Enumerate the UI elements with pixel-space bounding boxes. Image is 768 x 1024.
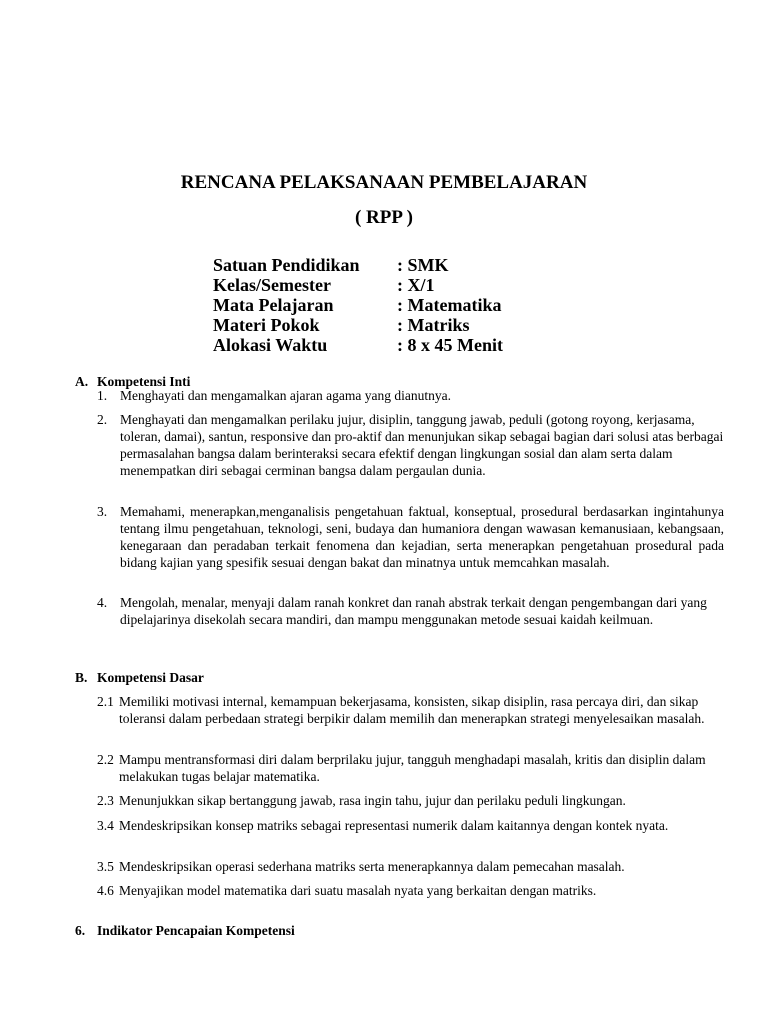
item-number: 3.4 — [97, 818, 114, 833]
info-label: Materi Pokok — [213, 315, 320, 335]
list-item — [97, 693, 724, 727]
list-item — [97, 411, 724, 479]
section-letter: A. — [75, 374, 89, 389]
document-title: RENCANA PELAKSANAAN PEMBELAJARAN — [180, 172, 588, 193]
list-item — [97, 387, 724, 404]
info-row-materi — [213, 315, 503, 335]
item-text: Menghayati dan mengamalkan perilaku jujur, disiplin, tanggung jawab, peduli (gotong royong, kerjasama, toleran, damai), santun, responsive dan pro-aktif dan menunjukan sikap sebagai bagian dari solusi atas berbagai permasalahan bangsa dalam berinteraksi secara efektif dengan lingkungan sosial dan alam serta dalam menempatkan diri sebagai cerminan bangsa dalam pergaulan dunia. — [120, 412, 724, 478]
item-text: Menunjukkan sikap bertanggung jawab, rasa ingin tahu, jujur dan perilaku peduli lingkungan. — [119, 793, 626, 808]
item-number: 3. — [97, 504, 108, 519]
info-row-kelas — [213, 275, 503, 295]
section-letter: B. — [75, 670, 88, 685]
item-number: 1. — [97, 388, 108, 403]
info-row-mapel — [213, 295, 503, 315]
section-heading-b — [75, 669, 204, 686]
document-subtitle: ( RPP ) — [354, 207, 414, 228]
info-label: Alokasi Waktu — [213, 335, 328, 355]
section-title: Kompetensi Dasar — [97, 670, 204, 685]
info-label: Mata Pelajaran — [213, 295, 334, 315]
section-title: Kompetensi Inti — [97, 374, 191, 389]
list-item — [97, 594, 724, 628]
item-text: Memahami, menerapkan,menganalisis pengetahuan faktual, konseptual, prosedural berdasarkan ingintahunya tentang ilmu pengetahuan, teknologi, seni, budaya dan humaniora dengan wawasan kemanusiaan, kebangsaan, kenegaraan dan peradaban terkait fenomena dan kejadian, serta menerapkan pengetahuan prosedural pada bidang kajian yang spesifik sesuai dengan bakat dan minatnya untuk memcahkan masalah. — [120, 504, 724, 570]
item-text: Mampu mentransformasi diri dalam berprilaku jujur, tangguh menghadapi masalah, kritis dan disiplin dalam melakukan tugas belajar matematika. — [119, 752, 706, 784]
list-item — [97, 792, 724, 809]
info-value: : Matriks — [397, 315, 470, 335]
info-value: : X/1 — [397, 275, 435, 295]
item-text: Menyajikan model matematika dari suatu masalah nyata yang berkaitan dengan matriks. — [119, 883, 597, 898]
section-title: Indikator Pencapaian Kompetensi — [97, 923, 295, 938]
item-number: 4. — [97, 595, 108, 610]
info-label: Satuan Pendidikan — [213, 255, 360, 275]
info-row-alokasi — [213, 335, 503, 355]
item-text: Mengolah, menalar, menyaji dalam ranah konkret dan ranah abstrak terkait dengan pengembangan dari yang dipelajarinya disekolah secara mandiri, dan mampu menggunakan metode sesuai kaidah keilmuan. — [120, 595, 707, 627]
item-number: 2.2 — [97, 752, 114, 767]
info-label: Kelas/Semester — [213, 275, 331, 295]
info-value: : 8 x 45 Menit — [397, 335, 503, 355]
item-text: Menghayati dan mengamalkan ajaran agama yang dianutnya. — [120, 388, 451, 403]
list-item — [97, 503, 724, 571]
item-text: Mendeskripsikan konsep matriks sebagai representasi numerik dalam kaitannya dengan kontek nyata. — [119, 818, 669, 833]
info-row-satuan — [213, 255, 503, 275]
section-heading-6 — [75, 922, 295, 939]
item-number: 2.1 — [97, 694, 114, 709]
list-item — [97, 817, 724, 834]
item-text: Mendeskripsikan operasi sederhana matriks serta menerapkannya dalam pemecahan masalah. — [119, 859, 625, 874]
info-value: : Matematika — [397, 295, 502, 315]
item-number: 2. — [97, 412, 108, 427]
list-item — [97, 858, 724, 875]
list-item — [97, 751, 724, 785]
item-number: 4.6 — [97, 883, 114, 898]
list-item — [97, 882, 724, 899]
item-number: 2.3 — [97, 793, 114, 808]
item-number: 3.5 — [97, 859, 114, 874]
info-value: : SMK — [397, 255, 449, 275]
lesson-info-block — [213, 255, 503, 355]
item-text: Memiliki motivasi internal, kemampuan bekerjasama, konsisten, sikap disiplin, rasa percaya diri, dan sikap toleransi dalam perbedaan strategi berpikir dalam memilih dan menerapkan strategi menyelesaikan masalah. — [119, 694, 705, 726]
section-letter: 6. — [75, 923, 86, 938]
